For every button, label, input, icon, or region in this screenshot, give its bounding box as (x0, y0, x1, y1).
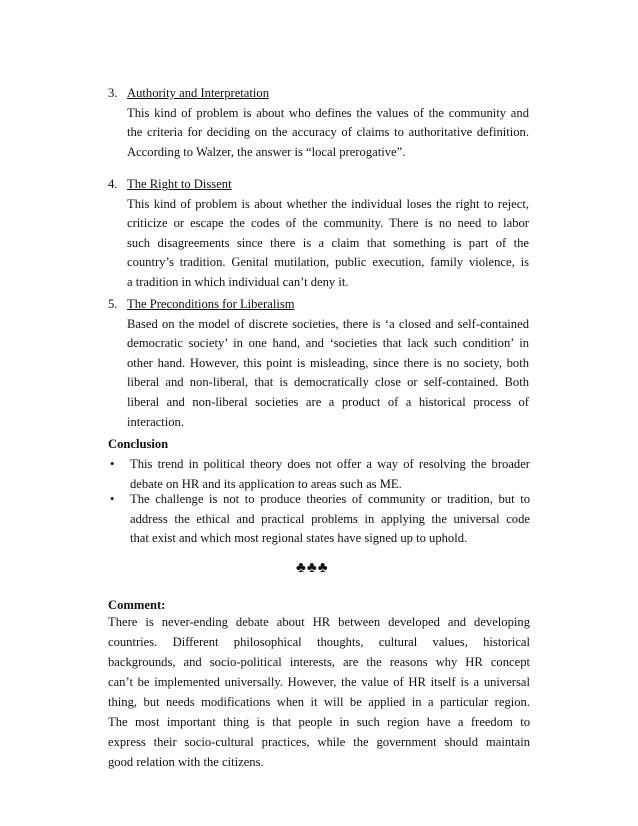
text-line: interaction. (127, 414, 184, 429)
text-line: criticize or escape the codes of the community. There is no need to labor (127, 216, 529, 231)
item-body (127, 195, 529, 293)
item-number: 4. (108, 177, 118, 191)
text-line: can’t be implemented universally. However, the value of HR itself is a universal (108, 675, 530, 689)
text-line: address the ethical and practical problems in applying the universal code (130, 511, 530, 526)
text-line: liberal and non-liberal societies are a product of a historical process of (127, 394, 529, 409)
text-line: thing, but needs modifications when it will be applied in a particular region. (108, 695, 530, 709)
text-line: such disagreements since there is a claim that something is part of the (127, 235, 529, 250)
item-heading: The Preconditions for Liberalism (127, 297, 295, 311)
text-line: debate on HR and its application to areas such as ME. (130, 476, 402, 491)
text-line: This kind of problem is about who defines the values of the community and (127, 105, 529, 120)
text-line: liberal and non-liberal, that is democratically close or self-contained. Both (127, 375, 529, 390)
text-line: democratic society’ in one hand, and ‘societies that lack such condition’ in (127, 336, 529, 351)
item-heading: The Right to Dissent (127, 177, 232, 191)
text-line: Based on the model of discrete societies, there is ‘a closed and self-contained (127, 316, 529, 331)
text-line: the criteria for deciding on the accuracy of claims to authoritative definition. (127, 125, 529, 140)
text-line: good relation with the citizens. (108, 755, 264, 769)
bullet-text (130, 455, 530, 494)
text-line: This kind of problem is about whether the individual loses the right to reject, (127, 196, 529, 211)
text-line: The challenge is not to produce theories of community or tradition, but to (130, 492, 530, 506)
text-line: This trend in political theory does not offer a way of resolving the broader (130, 457, 530, 471)
item-body (127, 315, 529, 433)
bullet-text (130, 490, 530, 549)
conclusion-heading: Conclusion (108, 437, 169, 451)
text-line: that exist and which most regional states have signed up to uphold. (130, 531, 468, 546)
comment-heading: Comment: (108, 598, 166, 612)
bullet-icon: • (110, 492, 115, 506)
item-heading: Authority and Interpretation (127, 86, 269, 100)
text-line: There is never-ending debate about HR between developed and developing (108, 615, 530, 629)
club-divider-icon: ♣♣♣ (296, 560, 329, 576)
comment-paragraph (108, 612, 530, 772)
text-line: backgrounds, and socio-political interests, are the reasons why HR concept (108, 655, 530, 669)
text-line: The most important thing is that people in such region have a freedom to (108, 715, 530, 729)
text-line: express their socio-cultural practices, while the government should maintain (108, 735, 530, 749)
item-number: 3. (108, 86, 118, 100)
text-line: According to Walzer, the answer is “local prerogative”. (127, 144, 406, 159)
bullet-icon: • (110, 457, 115, 471)
item-number: 5. (108, 297, 118, 311)
text-line: countries. Different philosophical thoughts, cultural values, historical (108, 635, 530, 649)
text-line: country’s tradition. Genital mutilation, public execution, family violence, is (127, 255, 529, 270)
item-body (127, 104, 529, 163)
text-line: other hand. However, this point is misleading, since there is no society, both (127, 355, 529, 370)
text-line: a tradition in which individual can’t deny it. (127, 274, 349, 289)
